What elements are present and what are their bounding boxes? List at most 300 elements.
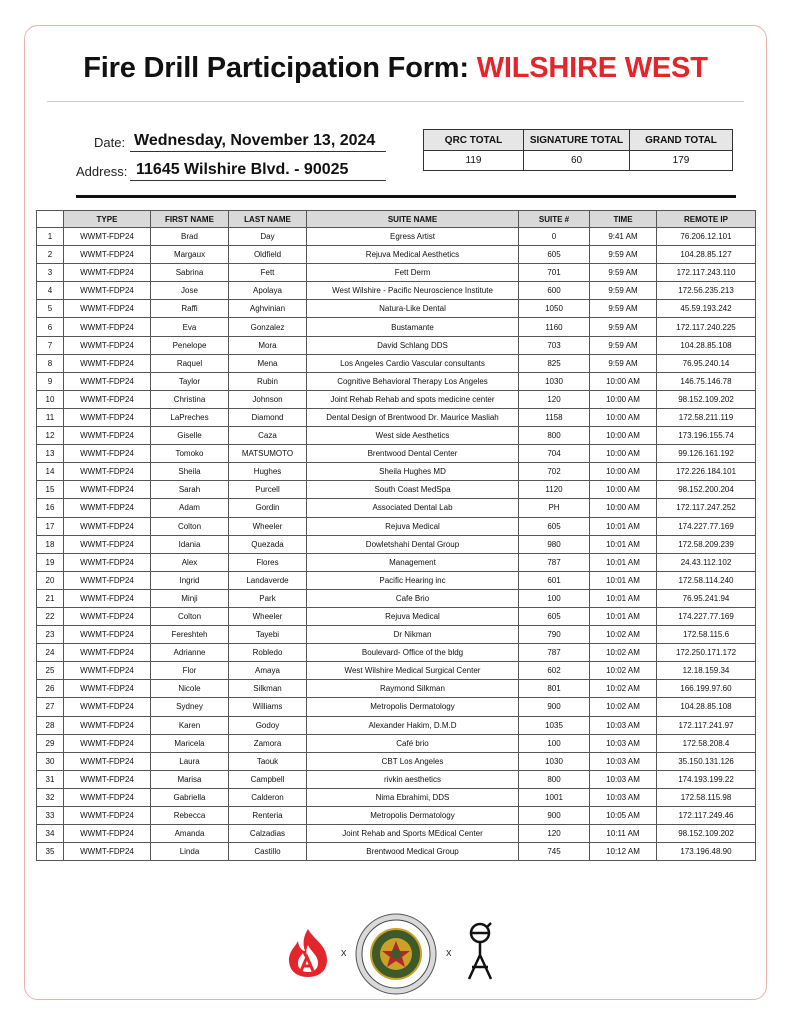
cell-time: 10:12 AM: [590, 843, 657, 861]
totals-table: [423, 129, 733, 171]
cell-type: WWMT-FDP24: [64, 553, 151, 571]
cell-time: 9:41 AM: [590, 228, 657, 246]
cell-remote-ip: 174.193.199.22: [657, 770, 756, 788]
cell-last-name: Day: [229, 228, 307, 246]
cell-index: 24: [37, 644, 64, 662]
cell-remote-ip: 35.150.131.126: [657, 752, 756, 770]
cell-time: 10:00 AM: [590, 445, 657, 463]
cell-suite-name: Dr Nikman: [307, 626, 519, 644]
grand-total-header: GRAND TOTAL: [630, 130, 733, 151]
cell-remote-ip: 98.152.200.204: [657, 481, 756, 499]
cell-time: 10:05 AM: [590, 807, 657, 825]
cell-type: WWMT-FDP24: [64, 662, 151, 680]
cell-suite-name: Cognitive Behavioral Therapy Los Angeles: [307, 372, 519, 390]
cell-index: 5: [37, 300, 64, 318]
cell-first-name: Ingrid: [151, 571, 229, 589]
form-title: [0, 52, 791, 85]
cell-type: WWMT-FDP24: [64, 770, 151, 788]
cell-suite-name: Boulevard- Office of the bldg: [307, 644, 519, 662]
cell-suite-name: Nima Ebrahimi, DDS: [307, 788, 519, 806]
cell-time: 9:59 AM: [590, 264, 657, 282]
qrc-total-header: QRC TOTAL: [424, 130, 524, 151]
cell-suite-name: Natura-Like Dental: [307, 300, 519, 318]
cell-time: 10:01 AM: [590, 571, 657, 589]
table-row: [37, 445, 756, 463]
cell-remote-ip: 174.227.77.169: [657, 607, 756, 625]
cell-index: 13: [37, 445, 64, 463]
cell-remote-ip: 172.58.115.98: [657, 788, 756, 806]
cell-time: 10:00 AM: [590, 427, 657, 445]
cell-suite-number: 703: [519, 336, 590, 354]
cell-remote-ip: 98.152.109.202: [657, 390, 756, 408]
table-row: [37, 517, 756, 535]
cell-time: 10:03 AM: [590, 734, 657, 752]
cell-time: 10:03 AM: [590, 770, 657, 788]
cell-remote-ip: 76.206.12.101: [657, 228, 756, 246]
cell-type: WWMT-FDP24: [64, 499, 151, 517]
cell-suite-name: Fett Derm: [307, 264, 519, 282]
cell-first-name: LaPreches: [151, 408, 229, 426]
cell-suite-number: 801: [519, 680, 590, 698]
cell-type: WWMT-FDP24: [64, 318, 151, 336]
cell-suite-number: 800: [519, 427, 590, 445]
grand-total-value: 179: [630, 151, 733, 171]
cell-suite-name: Metropolis Dermatology: [307, 698, 519, 716]
cell-suite-number: 1030: [519, 752, 590, 770]
cell-last-name: Mora: [229, 336, 307, 354]
table-row: [37, 246, 756, 264]
cell-last-name: Godoy: [229, 716, 307, 734]
cell-last-name: Williams: [229, 698, 307, 716]
cell-suite-number: 800: [519, 770, 590, 788]
cell-time: 10:00 AM: [590, 481, 657, 499]
cell-index: 7: [37, 336, 64, 354]
cell-type: WWMT-FDP24: [64, 644, 151, 662]
cell-index: 18: [37, 535, 64, 553]
cell-index: 23: [37, 626, 64, 644]
cell-time: 9:59 AM: [590, 336, 657, 354]
cell-type: WWMT-FDP24: [64, 825, 151, 843]
cell-suite-name: Cafe Brio: [307, 589, 519, 607]
cell-suite-name: Pacific Hearing inc: [307, 571, 519, 589]
cell-remote-ip: 172.58.114.240: [657, 571, 756, 589]
title-divider: [47, 101, 744, 102]
cell-last-name: Castillo: [229, 843, 307, 861]
cell-last-name: Wheeler: [229, 607, 307, 625]
cell-first-name: Fereshteh: [151, 626, 229, 644]
cell-suite-name: South Coast MedSpa: [307, 481, 519, 499]
cell-suite-name: West side Aesthetics: [307, 427, 519, 445]
cell-type: WWMT-FDP24: [64, 607, 151, 625]
cell-first-name: Penelope: [151, 336, 229, 354]
cell-suite-name: David Schlang DDS: [307, 336, 519, 354]
cell-remote-ip: 45.59.193.242: [657, 300, 756, 318]
cell-suite-number: 790: [519, 626, 590, 644]
table-row: [37, 282, 756, 300]
cell-remote-ip: 172.58.209.239: [657, 535, 756, 553]
cell-remote-ip: 146.75.146.78: [657, 372, 756, 390]
cell-index: 9: [37, 372, 64, 390]
cell-remote-ip: 172.117.240.225: [657, 318, 756, 336]
cell-suite-number: 1035: [519, 716, 590, 734]
cell-first-name: Gabriella: [151, 788, 229, 806]
cell-suite-name: Egress Artist: [307, 228, 519, 246]
cell-type: WWMT-FDP24: [64, 228, 151, 246]
table-row: [37, 300, 756, 318]
cell-first-name: Sarah: [151, 481, 229, 499]
form-title-site: WILSHIRE WEST: [476, 52, 708, 84]
cell-suite-number: 120: [519, 390, 590, 408]
cell-time: 10:02 AM: [590, 626, 657, 644]
cell-first-name: Colton: [151, 517, 229, 535]
cell-last-name: Aghvinian: [229, 300, 307, 318]
cell-type: WWMT-FDP24: [64, 427, 151, 445]
table-row: [37, 408, 756, 426]
cell-first-name: Brad: [151, 228, 229, 246]
cell-time: 10:11 AM: [590, 825, 657, 843]
cell-last-name: Tayebi: [229, 626, 307, 644]
cell-first-name: Sheila: [151, 463, 229, 481]
cell-suite-name: Café brio: [307, 734, 519, 752]
cell-time: 10:03 AM: [590, 716, 657, 734]
cell-suite-number: 605: [519, 607, 590, 625]
cell-index: 32: [37, 788, 64, 806]
cell-last-name: Apolaya: [229, 282, 307, 300]
cell-index: 15: [37, 481, 64, 499]
stick-figure-logo-icon: [463, 921, 497, 983]
cell-suite-name: Rejuva Medical: [307, 517, 519, 535]
cell-suite-number: 701: [519, 264, 590, 282]
cell-first-name: Minji: [151, 589, 229, 607]
cell-last-name: Purcell: [229, 481, 307, 499]
table-row: [37, 626, 756, 644]
cell-remote-ip: 174.227.77.169: [657, 517, 756, 535]
col-header-suite-name: SUITE NAME: [307, 211, 519, 228]
cell-first-name: Jose: [151, 282, 229, 300]
cell-suite-name: Brentwood Medical Group: [307, 843, 519, 861]
cell-remote-ip: 172.226.184.101: [657, 463, 756, 481]
cell-suite-name: Rejuva Medical: [307, 607, 519, 625]
cell-time: 10:00 AM: [590, 463, 657, 481]
cell-type: WWMT-FDP24: [64, 408, 151, 426]
cell-type: WWMT-FDP24: [64, 481, 151, 499]
cell-suite-name: Dental Design of Brentwood Dr. Maurice Masliah: [307, 408, 519, 426]
cell-time: 10:02 AM: [590, 680, 657, 698]
qrc-total-value: 119: [424, 151, 524, 171]
cell-suite-name: Associated Dental Lab: [307, 499, 519, 517]
cell-index: 26: [37, 680, 64, 698]
cell-remote-ip: 12.18.159.34: [657, 662, 756, 680]
cell-index: 1: [37, 228, 64, 246]
signature-total-value: 60: [524, 151, 630, 171]
cell-time: 10:03 AM: [590, 788, 657, 806]
cell-suite-number: 704: [519, 445, 590, 463]
table-row: [37, 372, 756, 390]
cell-remote-ip: 76.95.240.14: [657, 354, 756, 372]
table-row: [37, 336, 756, 354]
signature-total-header: SIGNATURE TOTAL: [524, 130, 630, 151]
address-row: [76, 157, 386, 181]
cell-suite-number: 100: [519, 589, 590, 607]
cell-first-name: Maricela: [151, 734, 229, 752]
cell-suite-name: West Wilshire Medical Surgical Center: [307, 662, 519, 680]
cell-type: WWMT-FDP24: [64, 300, 151, 318]
cell-suite-number: PH: [519, 499, 590, 517]
address-underline: [130, 180, 386, 181]
cell-first-name: Raquel: [151, 354, 229, 372]
cell-first-name: Eva: [151, 318, 229, 336]
col-header-index: [37, 211, 64, 228]
col-header-type: TYPE: [64, 211, 151, 228]
cell-first-name: Margaux: [151, 246, 229, 264]
cell-time: 10:00 AM: [590, 372, 657, 390]
cell-suite-number: 600: [519, 282, 590, 300]
cell-last-name: Fett: [229, 264, 307, 282]
cell-suite-name: Raymond Silkman: [307, 680, 519, 698]
cell-index: 3: [37, 264, 64, 282]
col-header-first-name: FIRST NAME: [151, 211, 229, 228]
cell-first-name: Giselle: [151, 427, 229, 445]
cell-type: WWMT-FDP24: [64, 698, 151, 716]
cell-time: 9:59 AM: [590, 300, 657, 318]
cell-time: 10:01 AM: [590, 553, 657, 571]
table-row: [37, 264, 756, 282]
cell-suite-number: 1120: [519, 481, 590, 499]
cell-remote-ip: 172.58.211.119: [657, 408, 756, 426]
cell-suite-number: 100: [519, 734, 590, 752]
cell-suite-number: 787: [519, 553, 590, 571]
table-row: [37, 318, 756, 336]
cell-last-name: Gonzalez: [229, 318, 307, 336]
date-underline: [130, 151, 386, 152]
cell-index: 28: [37, 716, 64, 734]
cell-time: 10:02 AM: [590, 662, 657, 680]
table-row: [37, 788, 756, 806]
table-row: [37, 698, 756, 716]
cell-suite-number: 1030: [519, 372, 590, 390]
cell-type: WWMT-FDP24: [64, 843, 151, 861]
cell-time: 10:03 AM: [590, 752, 657, 770]
cell-last-name: Landaverde: [229, 571, 307, 589]
fire-department-seal-icon: [355, 913, 437, 995]
cell-last-name: Quezada: [229, 535, 307, 553]
col-header-remote-ip: REMOTE IP: [657, 211, 756, 228]
table-row: [37, 680, 756, 698]
cell-index: 29: [37, 734, 64, 752]
cell-type: WWMT-FDP24: [64, 535, 151, 553]
cell-first-name: Christina: [151, 390, 229, 408]
cell-last-name: Zamora: [229, 734, 307, 752]
cell-type: WWMT-FDP24: [64, 390, 151, 408]
cell-index: 19: [37, 553, 64, 571]
col-header-time: TIME: [590, 211, 657, 228]
table-row: [37, 843, 756, 861]
cell-first-name: Laura: [151, 752, 229, 770]
cell-index: 27: [37, 698, 64, 716]
cell-suite-name: Alexander Hakim, D.M.D: [307, 716, 519, 734]
cell-first-name: Sydney: [151, 698, 229, 716]
cell-time: 10:00 AM: [590, 408, 657, 426]
cell-first-name: Colton: [151, 607, 229, 625]
cell-type: WWMT-FDP24: [64, 680, 151, 698]
cell-suite-number: 605: [519, 517, 590, 535]
cell-last-name: Diamond: [229, 408, 307, 426]
cell-index: 14: [37, 463, 64, 481]
separator-x-2: x: [446, 947, 452, 959]
cell-remote-ip: 173.196.48.90: [657, 843, 756, 861]
cell-suite-number: 1158: [519, 408, 590, 426]
cell-last-name: MATSUMOTO: [229, 445, 307, 463]
cell-first-name: Linda: [151, 843, 229, 861]
cell-suite-name: Rejuva Medical Aesthetics: [307, 246, 519, 264]
flame-logo-icon: [283, 927, 333, 979]
cell-index: 30: [37, 752, 64, 770]
cell-suite-name: West Wilshire - Pacific Neuroscience Institute: [307, 282, 519, 300]
cell-first-name: Raffi: [151, 300, 229, 318]
cell-last-name: Calderon: [229, 788, 307, 806]
table-row: [37, 734, 756, 752]
cell-type: WWMT-FDP24: [64, 246, 151, 264]
cell-type: WWMT-FDP24: [64, 445, 151, 463]
cell-index: 31: [37, 770, 64, 788]
cell-suite-number: 1001: [519, 788, 590, 806]
cell-index: 6: [37, 318, 64, 336]
section-divider: [76, 195, 736, 198]
cell-first-name: Adam: [151, 499, 229, 517]
cell-last-name: Taouk: [229, 752, 307, 770]
cell-first-name: Nicole: [151, 680, 229, 698]
cell-time: 9:59 AM: [590, 318, 657, 336]
cell-index: 10: [37, 390, 64, 408]
cell-last-name: Rubin: [229, 372, 307, 390]
cell-first-name: Idania: [151, 535, 229, 553]
cell-remote-ip: 24.43.112.102: [657, 553, 756, 571]
cell-remote-ip: 104.28.85.108: [657, 336, 756, 354]
table-row: [37, 825, 756, 843]
cell-suite-name: Dowletshahi Dental Group: [307, 535, 519, 553]
cell-last-name: Calzadias: [229, 825, 307, 843]
cell-remote-ip: 172.117.249.46: [657, 807, 756, 825]
cell-suite-number: 980: [519, 535, 590, 553]
cell-remote-ip: 172.117.243.110: [657, 264, 756, 282]
cell-first-name: Marisa: [151, 770, 229, 788]
cell-first-name: Taylor: [151, 372, 229, 390]
cell-last-name: Gordin: [229, 499, 307, 517]
table-row: [37, 463, 756, 481]
table-row: [37, 535, 756, 553]
cell-suite-name: CBT Los Angeles: [307, 752, 519, 770]
date-row: [78, 130, 388, 152]
cell-suite-number: 745: [519, 843, 590, 861]
date-value: Wednesday, November 13, 2024: [134, 132, 376, 149]
cell-index: 17: [37, 517, 64, 535]
cell-first-name: Karen: [151, 716, 229, 734]
cell-remote-ip: 76.95.241.94: [657, 589, 756, 607]
cell-suite-name: Sheila Hughes MD: [307, 463, 519, 481]
table-row: [37, 553, 756, 571]
cell-first-name: Tomoko: [151, 445, 229, 463]
cell-index: 4: [37, 282, 64, 300]
cell-suite-name: Brentwood Dental Center: [307, 445, 519, 463]
cell-type: WWMT-FDP24: [64, 626, 151, 644]
cell-suite-number: 1050: [519, 300, 590, 318]
table-row: [37, 481, 756, 499]
table-row: [37, 571, 756, 589]
cell-last-name: Mena: [229, 354, 307, 372]
cell-last-name: Hughes: [229, 463, 307, 481]
cell-remote-ip: 173.196.155.74: [657, 427, 756, 445]
cell-last-name: Campbell: [229, 770, 307, 788]
cell-index: 25: [37, 662, 64, 680]
cell-index: 2: [37, 246, 64, 264]
table-row: [37, 228, 756, 246]
cell-first-name: Sabrina: [151, 264, 229, 282]
cell-last-name: Robledo: [229, 644, 307, 662]
table-row: [37, 427, 756, 445]
cell-remote-ip: 104.28.85.127: [657, 246, 756, 264]
cell-suite-number: 787: [519, 644, 590, 662]
table-row: [37, 770, 756, 788]
participation-table: [36, 210, 756, 861]
table-row: [37, 807, 756, 825]
cell-type: WWMT-FDP24: [64, 336, 151, 354]
cell-suite-number: 605: [519, 246, 590, 264]
cell-suite-number: 120: [519, 825, 590, 843]
cell-index: 21: [37, 589, 64, 607]
address-value: 11645 Wilshire Blvd. - 90025: [136, 161, 349, 178]
cell-index: 35: [37, 843, 64, 861]
cell-index: 34: [37, 825, 64, 843]
cell-type: WWMT-FDP24: [64, 788, 151, 806]
table-header-row: [37, 211, 756, 228]
cell-first-name: Flor: [151, 662, 229, 680]
address-label: Address:: [76, 164, 128, 179]
cell-remote-ip: 172.250.171.172: [657, 644, 756, 662]
cell-last-name: Oldfield: [229, 246, 307, 264]
table-row: [37, 644, 756, 662]
cell-suite-name: Management: [307, 553, 519, 571]
cell-remote-ip: 172.117.241.97: [657, 716, 756, 734]
cell-remote-ip: 98.152.109.202: [657, 825, 756, 843]
cell-remote-ip: 99.126.161.192: [657, 445, 756, 463]
cell-remote-ip: 104.28.85.108: [657, 698, 756, 716]
table-row: [37, 662, 756, 680]
cell-index: 33: [37, 807, 64, 825]
cell-index: 12: [37, 427, 64, 445]
cell-time: 10:01 AM: [590, 607, 657, 625]
cell-time: 9:59 AM: [590, 354, 657, 372]
cell-type: WWMT-FDP24: [64, 463, 151, 481]
cell-index: 8: [37, 354, 64, 372]
col-header-suite-number: SUITE #: [519, 211, 590, 228]
cell-type: WWMT-FDP24: [64, 752, 151, 770]
cell-index: 16: [37, 499, 64, 517]
cell-time: 10:01 AM: [590, 535, 657, 553]
cell-time: 10:00 AM: [590, 390, 657, 408]
cell-suite-name: Bustamante: [307, 318, 519, 336]
col-header-last-name: LAST NAME: [229, 211, 307, 228]
cell-suite-number: 0: [519, 228, 590, 246]
table-row: [37, 752, 756, 770]
cell-suite-number: 825: [519, 354, 590, 372]
cell-suite-number: 602: [519, 662, 590, 680]
cell-last-name: Wheeler: [229, 517, 307, 535]
footer-logos: [0, 905, 791, 995]
cell-first-name: Alex: [151, 553, 229, 571]
form-title-main: Fire Drill Participation Form:: [83, 52, 469, 84]
cell-suite-number: 900: [519, 807, 590, 825]
date-label: Date:: [94, 135, 126, 150]
